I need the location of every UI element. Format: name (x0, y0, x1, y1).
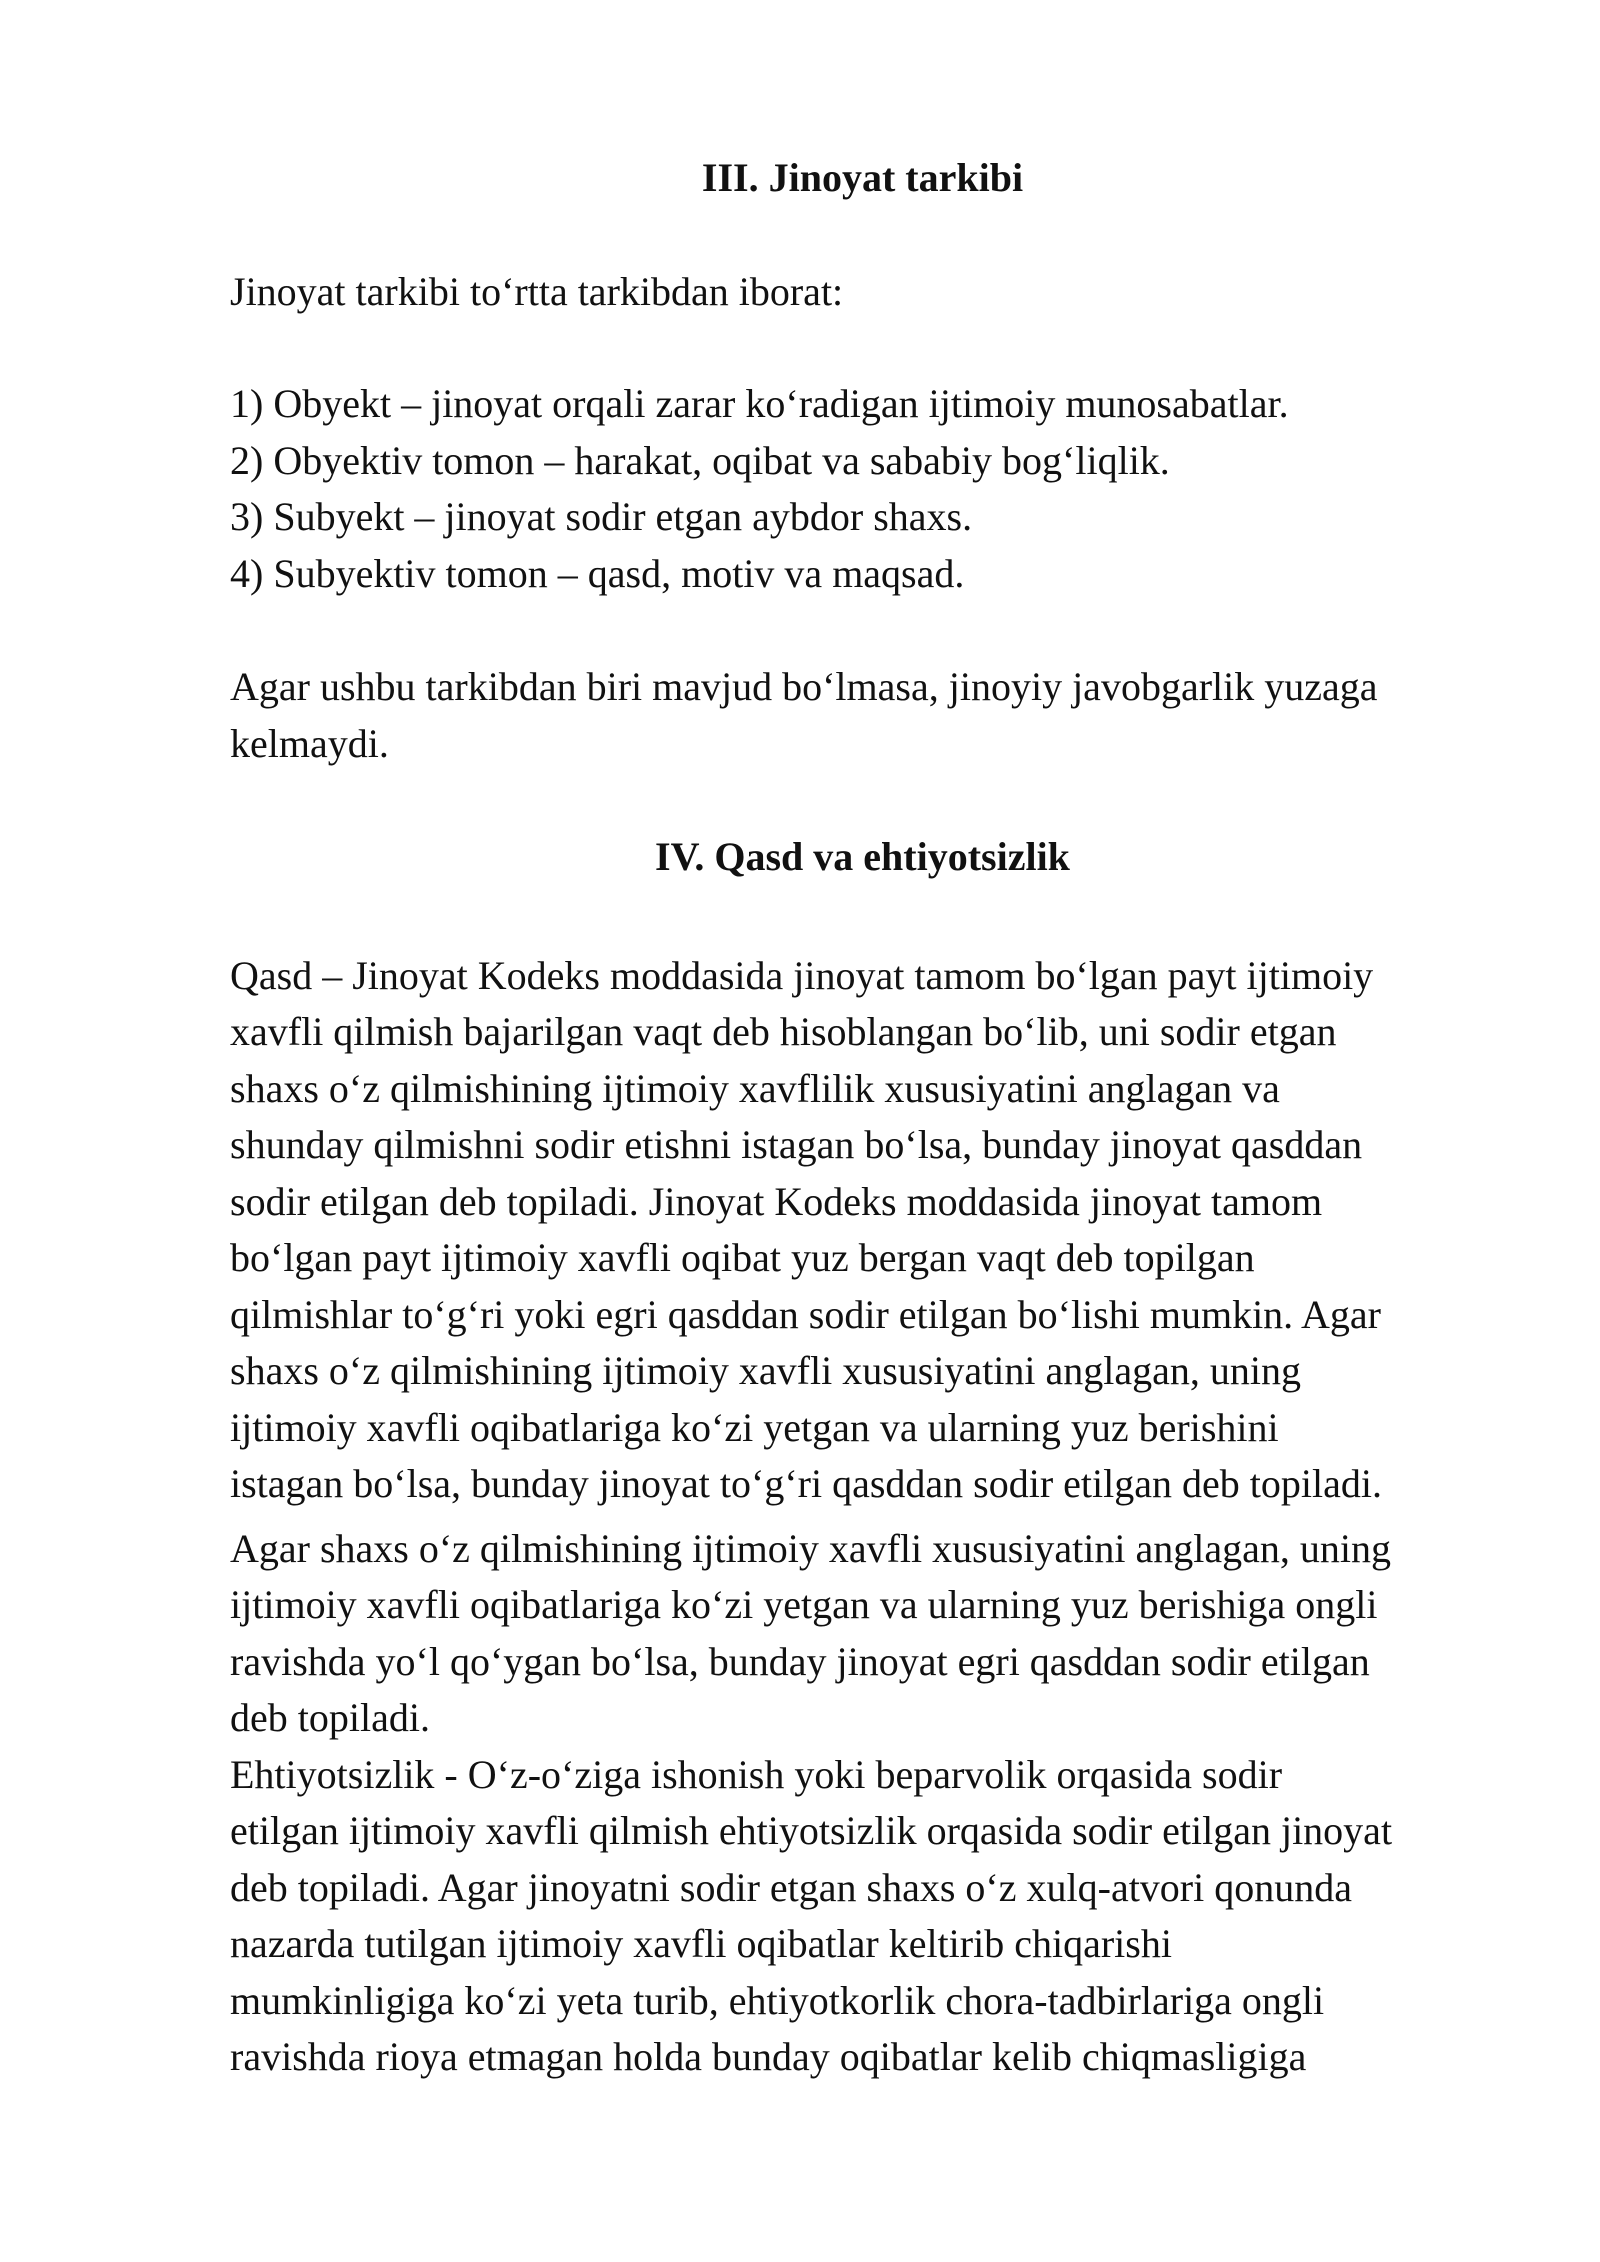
text-line: ijtimoiy xavfli oqibatlariga ko‘zi yetgan va ularning yuz berishiga ongli (230, 1582, 1378, 1627)
text-line: shunday qilmishni sodir etishni istagan bo‘lsa, bunday jinoyat qasddan (230, 1122, 1363, 1167)
section-3-heading: III. Jinoyat tarkibi (701, 155, 1024, 200)
text-line: bo‘lgan payt ijtimoiy xavfli oqibat yuz bergan vaqt deb topilgan (230, 1235, 1255, 1280)
text-line: ravishda rioya etmagan holda bunday oqibatlar kelib chiqmasligiga (230, 2034, 1307, 2079)
composition-list (230, 376, 1495, 602)
text-line: etilgan ijtimoiy xavfli qilmish ehtiyotsizlik orqasida sodir etilgan jinoyat (230, 1808, 1393, 1853)
document-page (230, 150, 1495, 2086)
list-item: 2) Obyektiv tomon – harakat, oqibat va sababiy bog‘liqlik. (230, 437, 1170, 483)
text-line: mumkinligiga ko‘zi yeta turib, ehtiyotkorlik chora-tadbirlariga ongli (230, 1977, 1325, 2023)
egri-qasd-paragraph (230, 1521, 1495, 1747)
text-line: Qasd – Jinoyat Kodeks moddasida jinoyat tamom bo‘lgan payt ijtimoiy (230, 952, 1374, 998)
text-line: kelmaydi. (230, 720, 389, 766)
text-line: shaxs o‘z qilmishining ijtimoiy xavfli xususiyatini anglagan, uning (230, 1348, 1302, 1393)
text-line: deb topiladi. (230, 1695, 430, 1740)
text-line: Agar ushbu tarkibdan biri mavjud bo‘lmasa, jinoyiy javobgarlik yuzaga (230, 664, 1378, 709)
list-item: 1) Obyekt – jinoyat orqali zarar ko‘radigan ijtimoiy munosabatlar. (230, 381, 1289, 426)
list-item: 3) Subyekt – jinoyat sodir etgan aybdor shaxs. (230, 494, 973, 539)
text-line: shaxs o‘z qilmishining ijtimoiy xavflilik xususiyatini anglagan va (230, 1065, 1280, 1111)
text-line: Ehtiyotsizlik - O‘z-o‘ziga ishonish yoki beparvolik orqasida sodir (230, 1751, 1283, 1797)
ehtiyotsizlik-paragraph (230, 1747, 1495, 2086)
text-line: nazarda tutilgan ijtimoiy xavfli oqibatlar keltirib chiqarishi (230, 1921, 1172, 1966)
section-3-conclusion (230, 659, 1495, 772)
text-line: ravishda yo‘l qo‘ygan bo‘lsa, bunday jinoyat egri qasddan sodir etilgan (230, 1638, 1370, 1684)
section-3-intro: Jinoyat tarkibi to‘rtta tarkibdan iborat: (230, 268, 844, 314)
section-4-heading: IV. Qasd va ehtiyotsizlik (655, 834, 1070, 879)
list-item: 4) Subyektiv tomon – qasd, motiv va maqsad. (230, 550, 965, 596)
qasd-paragraph (230, 948, 1495, 1513)
text-line: Agar shaxs o‘z qilmishining ijtimoiy xavfli xususiyatini anglagan, uning (230, 1525, 1391, 1571)
text-line: ijtimoiy xavfli oqibatlariga ko‘zi yetgan va ularning yuz berishini (230, 1404, 1279, 1450)
text-line: qilmishlar to‘g‘ri yoki egri qasddan sodir etilgan bo‘lishi mumkin. Agar (230, 1291, 1381, 1337)
text-line: deb topiladi. Agar jinoyatni sodir etgan shaxs o‘z xulq-atvori qonunda (230, 1864, 1352, 1910)
text-line: sodir etilgan deb topiladi. Jinoyat Kodeks moddasida jinoyat tamom (230, 1178, 1323, 1224)
text-line: istagan bo‘lsa, bunday jinoyat to‘g‘ri qasddan sodir etilgan deb topiladi. (230, 1461, 1382, 1506)
text-line: xavfli qilmish bajarilgan vaqt deb hisoblangan bo‘lib, uni sodir etgan (230, 1009, 1337, 1054)
